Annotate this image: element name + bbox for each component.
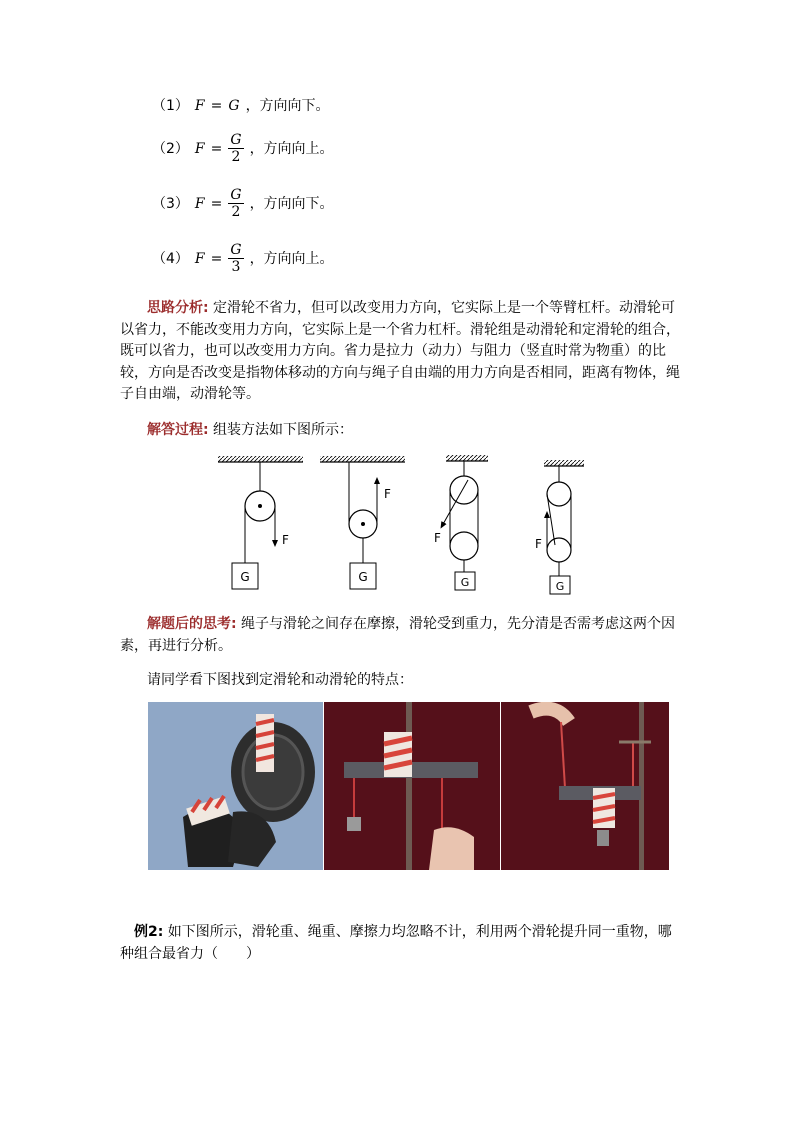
equals-sign: = xyxy=(210,140,223,157)
option-2 xyxy=(152,132,334,165)
pulley-block-down-diagram xyxy=(434,455,488,590)
pulley-wheel xyxy=(450,476,478,504)
movable-pulley-diagram xyxy=(320,456,405,589)
solution-label: 解答过程: xyxy=(147,422,209,438)
pulley-photo-2 xyxy=(324,702,500,870)
fraction xyxy=(228,132,243,165)
pulley-photo-3 xyxy=(501,702,669,870)
force-label: F xyxy=(434,531,441,545)
force-label: F xyxy=(282,533,289,547)
equals-sign: = xyxy=(210,250,223,267)
option-3 xyxy=(152,187,334,220)
solution-text: 组装方法如下图所示： xyxy=(208,422,354,438)
force-label: F xyxy=(535,537,542,551)
fraction xyxy=(228,242,243,275)
pulley-wheel xyxy=(450,532,478,560)
pulley-diagrams xyxy=(210,450,600,600)
option-number: （1） xyxy=(152,98,189,114)
force-symbol: F xyxy=(194,250,205,267)
pulley-photo-2-image xyxy=(324,702,500,870)
option-number: （4） xyxy=(152,250,189,267)
reflection-paragraph xyxy=(120,614,680,657)
option-1 xyxy=(152,96,330,116)
reflection-text: 绳子与滑轮之间存在摩擦，滑轮受到重力，先分清是否需考虑这两个因素，再进行分析。 xyxy=(120,616,676,654)
option-direction: ，方向向上。 xyxy=(249,140,334,157)
fraction-numerator: G xyxy=(230,132,242,148)
option-number: （3） xyxy=(152,195,189,212)
pulley-photo-1-image xyxy=(148,702,323,870)
fraction-numerator: G xyxy=(230,242,242,258)
equals-sign: = xyxy=(210,98,223,114)
option-direction: ，方向向下。 xyxy=(245,98,330,114)
fraction-numerator: G xyxy=(230,187,242,203)
example-2-paragraph xyxy=(120,922,680,965)
weight-symbol: G xyxy=(228,98,240,114)
option-number: （2） xyxy=(152,140,189,157)
equals-sign: = xyxy=(210,195,223,212)
weight-label: G xyxy=(240,570,250,584)
pulley-block-up-diagram xyxy=(535,460,584,594)
reflection-label: 解题后的思考: xyxy=(147,616,237,632)
option-direction: ，方向向下。 xyxy=(249,195,334,212)
example-2-label: 例2: xyxy=(134,924,164,940)
fraction-denominator: 3 xyxy=(231,259,241,275)
photo-prompt: 请同学看下图找到定滑轮和动滑轮的特点： xyxy=(147,672,413,688)
ceiling-hatch xyxy=(218,456,303,462)
weight-label: G xyxy=(460,576,470,589)
analysis-text: 定滑轮不省力，但可以改变用力方向，它实际上是一个等臂杠杆。动滑轮可以省力，不能改变用力方向，它实际上是一个省力杠杆。滑轮组是动滑轮和定滑轮的组合，既可以省力，也可以改变用力方向。省力是拉力（动力）与阻力（竖直时常为物重）的比较，方向是否改变是指物体移动的方向与绳子自由端的用力方向是否相同，距离有物体，绳子自由端，动滑轮等。 xyxy=(120,300,680,402)
pulley-photo-1 xyxy=(148,702,323,870)
analysis-paragraph xyxy=(120,298,680,406)
force-label: F xyxy=(384,487,391,501)
force-symbol: F xyxy=(194,195,205,212)
fixed-pulley-diagram xyxy=(218,456,303,589)
fraction-denominator: 2 xyxy=(231,204,241,220)
force-symbol: F xyxy=(194,98,205,114)
option-4 xyxy=(152,242,334,275)
weight-label: G xyxy=(358,570,368,584)
fraction-denominator: 2 xyxy=(231,149,241,165)
pulley-photo-3-image xyxy=(501,702,669,870)
fraction xyxy=(228,187,243,220)
force-symbol: F xyxy=(194,140,205,157)
pulley-wheel xyxy=(547,482,571,506)
pulley-wheel xyxy=(547,538,571,562)
solution-line xyxy=(120,420,680,442)
option-direction: ，方向向上。 xyxy=(249,250,334,267)
analysis-label: 思路分析: xyxy=(147,300,209,316)
weight-label: G xyxy=(555,580,565,593)
example-2-text: 如下图所示，滑轮重、绳重、摩擦力均忽略不计，利用两个滑轮提升同一重物，哪种组合最省力（ ） xyxy=(120,924,672,962)
